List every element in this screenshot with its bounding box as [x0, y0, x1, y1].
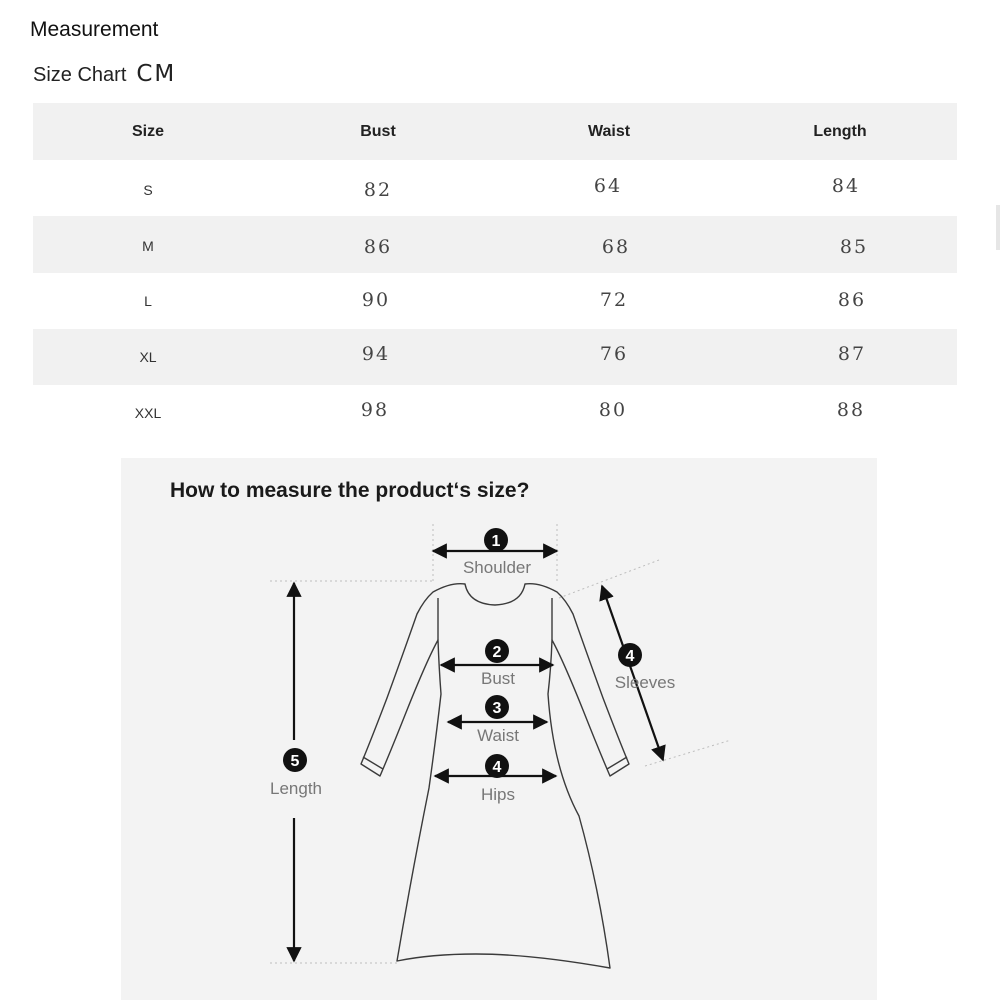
waist-cell: 72 [599, 289, 629, 311]
bust-cell: 82 [363, 179, 393, 201]
length-cell: 88 [836, 399, 866, 421]
badge-hips [485, 754, 509, 778]
badge-number: 4 [492, 759, 502, 776]
badge-number: 1 [491, 533, 501, 550]
waist-cell: 64 [593, 175, 623, 197]
table-row [33, 385, 957, 441]
waist-cell: 68 [601, 236, 631, 258]
length-label: Length [270, 779, 322, 798]
page-title: Measurement [30, 18, 159, 41]
dress-diagram [121, 458, 877, 1000]
hips-label: Hips [480, 785, 516, 804]
table-row [33, 216, 957, 273]
header-bust: Bust [360, 123, 396, 140]
size-cell: M [142, 238, 154, 254]
bust-cell: 98 [360, 399, 390, 421]
size-chart-label [33, 61, 176, 87]
size-table [33, 103, 957, 441]
length-cell: 84 [831, 175, 861, 197]
unit-label: CM [136, 61, 177, 87]
badge-bust [485, 639, 509, 663]
measure-guide-panel [121, 458, 877, 1000]
size-cell: L [144, 293, 152, 309]
table-row [33, 273, 957, 329]
table-row [33, 160, 957, 216]
badge-sleeves [618, 643, 642, 667]
table-header-row [33, 103, 957, 160]
bust-cell: 90 [361, 289, 391, 311]
size-chart-text: Size Chart [33, 64, 127, 86]
length-cell: 87 [837, 343, 867, 365]
badge-waist [485, 695, 509, 719]
size-cell: S [143, 182, 153, 198]
badge-number: 3 [492, 700, 502, 717]
table-row [33, 329, 957, 385]
header-waist: Waist [587, 123, 631, 140]
header-length: Length [813, 123, 867, 140]
badge-length [283, 748, 307, 772]
badge-number: 2 [492, 644, 502, 661]
waist-cell: 80 [598, 399, 628, 421]
size-cell: XL [139, 349, 157, 365]
badge-number: 5 [290, 753, 300, 770]
bust-cell: 86 [363, 236, 393, 258]
waist-label: Waist [477, 726, 519, 745]
badge-shoulder [484, 528, 508, 552]
bust-label: Bust [480, 669, 516, 688]
length-cell: 86 [837, 289, 867, 311]
header-size: Size [131, 123, 165, 140]
guide-title: How to measure the product‘s size? [170, 479, 530, 502]
waist-cell: 76 [599, 343, 629, 365]
badge-number: 4 [625, 648, 635, 665]
shoulder-label: Shoulder [462, 558, 532, 577]
edge-decoration [996, 205, 1000, 250]
size-cell: XXL [134, 405, 162, 421]
bust-cell: 94 [361, 343, 391, 365]
sleeves-label: Sleeves [614, 673, 676, 692]
length-cell: 85 [839, 236, 869, 258]
